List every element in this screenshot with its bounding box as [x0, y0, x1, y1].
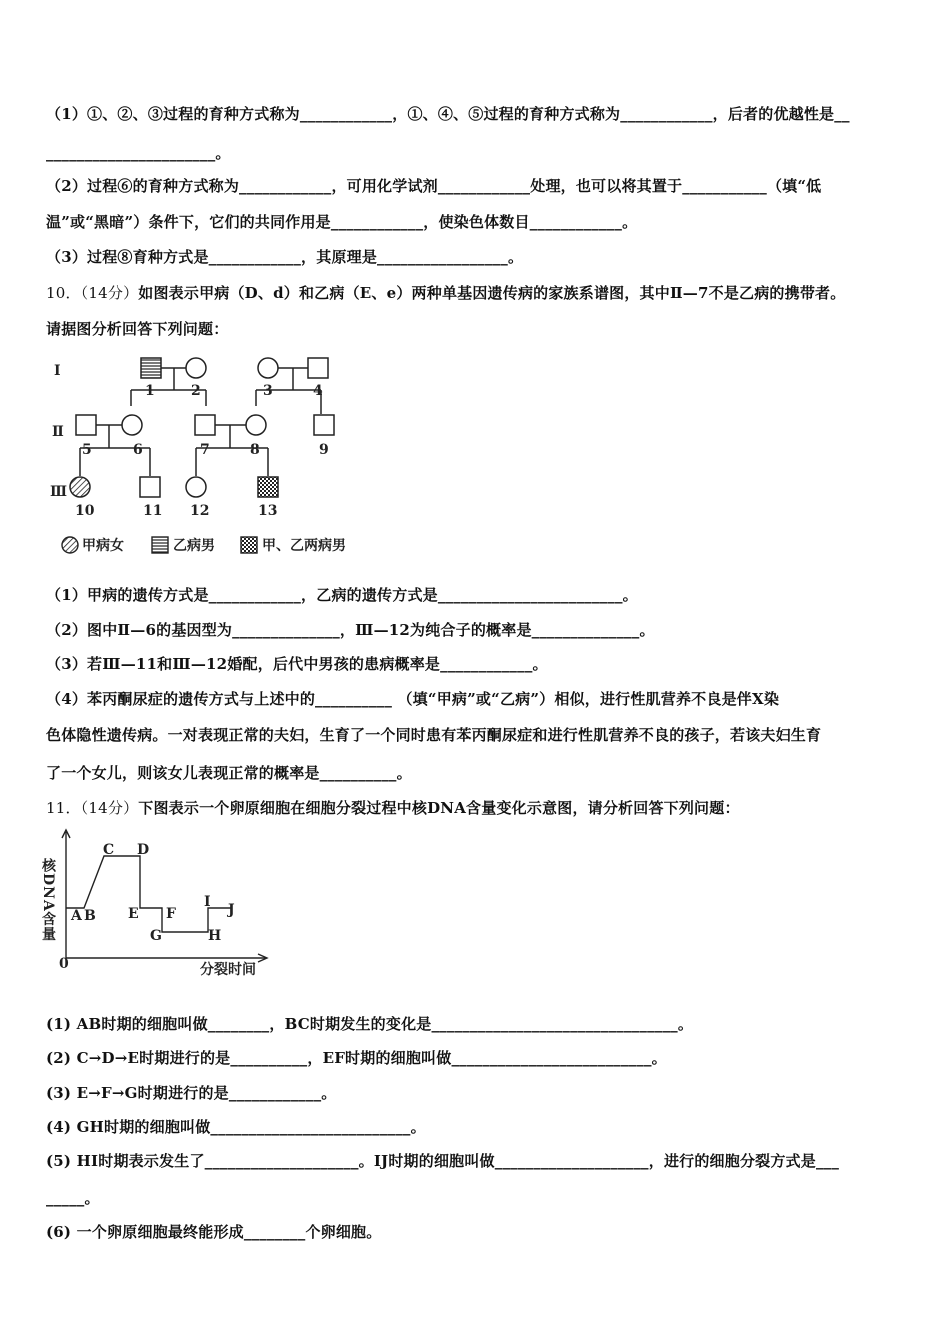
point-a: A	[71, 908, 82, 924]
gen-label-2: Ⅱ	[52, 424, 64, 440]
id-7: 7	[200, 442, 210, 458]
id-2: 2	[191, 383, 201, 399]
individual-6	[122, 415, 142, 435]
individual-5	[76, 415, 96, 435]
q11-number: 11．（14分）	[46, 799, 139, 817]
point-j: J	[228, 902, 235, 918]
graph-y-label: 核DNA含量	[40, 858, 56, 942]
legend-both-male: 甲、乙两病男	[262, 538, 346, 554]
q10-stem-line-2: 请据图分析回答下列问题：	[46, 320, 229, 338]
q9-line-1: （1）①、②、③过程的育种方式称为____________，①、④、⑤过程的育种方式称为____________，后者的优越性是__	[46, 105, 850, 123]
gen-label-1: Ⅰ	[54, 363, 61, 379]
point-h: H	[208, 928, 222, 944]
dna-content-graph	[40, 828, 280, 980]
id-13: 13	[258, 503, 278, 519]
q11-stem-line-1	[46, 797, 740, 818]
individual-9	[314, 415, 334, 435]
q10-stem-text: 如图表示甲病（D、d）和乙病（E、e）两种单基因遗传病的家族系谱图，其中Ⅱ—7不是乙病的携带者。	[138, 284, 846, 302]
point-f: F	[166, 906, 176, 922]
individual-7	[195, 415, 215, 435]
individual-11	[140, 477, 160, 497]
id-3: 3	[263, 383, 273, 399]
q9-line-4: 温”或“黑暗”）条件下，它们的共同作用是____________，使染色体数目____________。	[46, 213, 638, 231]
point-c: C	[103, 842, 115, 858]
q11-stem-text: 下图表示一个卵原细胞在细胞分裂过程中核DNA含量变化示意图，请分析回答下列问题：	[138, 799, 740, 817]
id-6: 6	[133, 442, 143, 458]
point-e: E	[128, 906, 139, 922]
point-g: G	[150, 928, 162, 944]
individual-8	[246, 415, 266, 435]
id-12: 12	[190, 503, 210, 519]
id-1: 1	[145, 383, 155, 399]
q11-answer-3: (3) E→F→G时期进行的是____________。	[46, 1084, 337, 1102]
pedigree-chart	[40, 350, 380, 562]
legend-yi-male: 乙病男	[173, 538, 215, 554]
id-4: 4	[313, 383, 323, 399]
q11-answer-5: (5) HI时期表示发生了____________________。IJ时期的细胞叫做____________________，进行的细胞分裂方式是___	[46, 1152, 840, 1170]
legend-icon-jia-female	[62, 537, 78, 553]
point-b: B	[84, 908, 96, 924]
q9-line-3: （2）过程⑥的育种方式称为____________，可用化学试剂____________处理，也可以将其置于___________（填“低	[46, 177, 822, 195]
individual-2	[186, 358, 206, 378]
q11-answer-6: _____。	[46, 1189, 100, 1207]
q10-answer-2: （2）图中Ⅱ—6的基因型为______________，Ⅲ—12为纯合子的概率是______________。	[46, 621, 655, 639]
q10-answer-4: （4）苯丙酮尿症的遗传方式与上述中的__________ （填“甲病”或“乙病”）相似，进行性肌营养不良是伴X染	[46, 690, 780, 708]
q10-answer-1: （1）甲病的遗传方式是____________，乙病的遗传方式是________________________。	[46, 586, 638, 604]
individual-4	[308, 358, 328, 378]
individual-10	[70, 477, 90, 497]
id-11: 11	[143, 503, 163, 519]
q10-answer-3: （3）若Ⅲ—11和Ⅲ—12婚配，后代中男孩的患病概率是____________。	[46, 655, 548, 673]
individual-3	[258, 358, 278, 378]
gen-label-3: Ⅲ	[50, 484, 68, 500]
id-9: 9	[319, 442, 329, 458]
q9-line-5: （3）过程⑧育种方式是____________，其原理是_________________。	[46, 248, 524, 266]
individual-1	[141, 358, 161, 378]
id-5: 5	[82, 442, 92, 458]
q11-answer-7: (6) 一个卵原细胞最终能形成________个卵细胞。	[46, 1223, 382, 1241]
q10-answer-5: 色体隐性遗传病。一对表现正常的夫妇，生育了一个同时患有苯丙酮尿症和进行性肌营养不良的孩子，若该夫妇生育	[46, 726, 822, 744]
q10-stem-line-1	[46, 282, 845, 303]
q10-answer-6: 了一个女儿，则该女儿表现正常的概率是__________。	[46, 764, 412, 782]
q9-line-2: ______________________。	[46, 144, 231, 162]
id-8: 8	[250, 442, 260, 458]
legend-jia-female: 甲病女	[82, 538, 124, 554]
point-i: I	[204, 894, 211, 910]
q10-number: 10．（14分）	[46, 284, 139, 302]
legend-icon-both-male	[241, 537, 257, 553]
q11-answer-1: (1) AB时期的细胞叫做________，BC时期发生的变化是________________________________。	[46, 1015, 694, 1033]
point-d: D	[137, 842, 150, 858]
id-10: 10	[75, 503, 95, 519]
q11-answer-2: (2) C→D→E时期进行的是__________，EF时期的细胞叫做__________________________。	[46, 1049, 667, 1067]
graph-origin: 0	[59, 956, 69, 972]
individual-13	[258, 477, 278, 497]
individual-12	[186, 477, 206, 497]
q11-answer-4: (4) GH时期的细胞叫做__________________________。	[46, 1118, 426, 1136]
legend-icon-yi-male	[152, 537, 168, 553]
graph-x-label: 分裂时间	[200, 962, 256, 978]
